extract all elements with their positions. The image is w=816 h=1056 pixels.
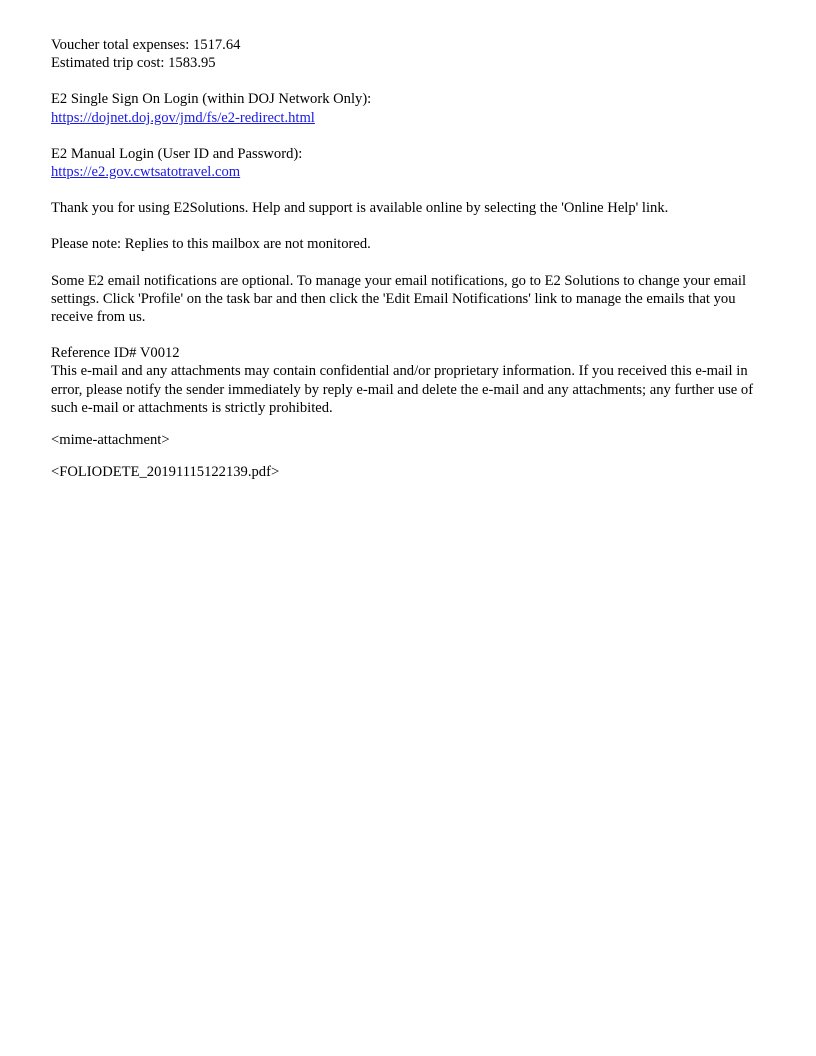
sso-login-heading: E2 Single Sign On Login (within DOJ Network Only): — [51, 91, 372, 108]
spacer — [51, 217, 766, 235]
manual-login-link[interactable]: https://e2.gov.cwtsatotravel.com — [51, 164, 241, 181]
sso-login-link-row — [51, 109, 766, 127]
mailbox-note-paragraph: Please note: Replies to this mailbox are not monitored. — [51, 236, 371, 253]
manual-login-section — [51, 145, 766, 181]
reference-id-line: Reference ID# V0012 — [51, 345, 180, 362]
totals-section — [51, 36, 766, 72]
spacer — [51, 417, 766, 431]
spacer — [51, 181, 766, 199]
thank-you-paragraph: Thank you for using E2Solutions. Help and support is available online by selecting the 'Online Help' link. — [51, 200, 669, 217]
confidentiality-paragraph: This e-mail and any attachments may contain confidential and/or proprietary information. If you received this e-mail in error, please notify the sender immediately by reply e-mail and delete the e-mail and any attachments; any further use of such e-mail or attachments is strictly prohibited. — [51, 363, 754, 416]
manual-login-heading: E2 Manual Login (User ID and Password): — [51, 145, 303, 162]
mime-attachment-marker: <mime-attachment> — [51, 432, 170, 449]
spacer — [51, 449, 766, 463]
optional-notifications-paragraph: Some E2 email notifications are optional. To manage your email notifications, go to E2 Solutions to change your email settings. Click 'Profile' on the task bar and then click the 'Edit Email Notifications' link to manage the emails that you receive from us. — [51, 272, 747, 326]
spacer — [51, 72, 766, 90]
sso-login-link[interactable]: https://dojnet.doj.gov/jmd/fs/e2-redirect.html — [51, 109, 315, 126]
voucher-total-line: Voucher total expenses: 1517.64 — [51, 37, 241, 53]
spacer — [51, 127, 766, 145]
spacer — [51, 326, 766, 344]
manual-login-link-row — [51, 163, 766, 181]
estimated-trip-cost-line: Estimated trip cost: 1583.95 — [51, 55, 216, 72]
spacer — [51, 254, 766, 272]
sso-login-section — [51, 90, 766, 126]
attachment-filename: <FOLIODETE_20191115122139.pdf> — [51, 464, 280, 481]
